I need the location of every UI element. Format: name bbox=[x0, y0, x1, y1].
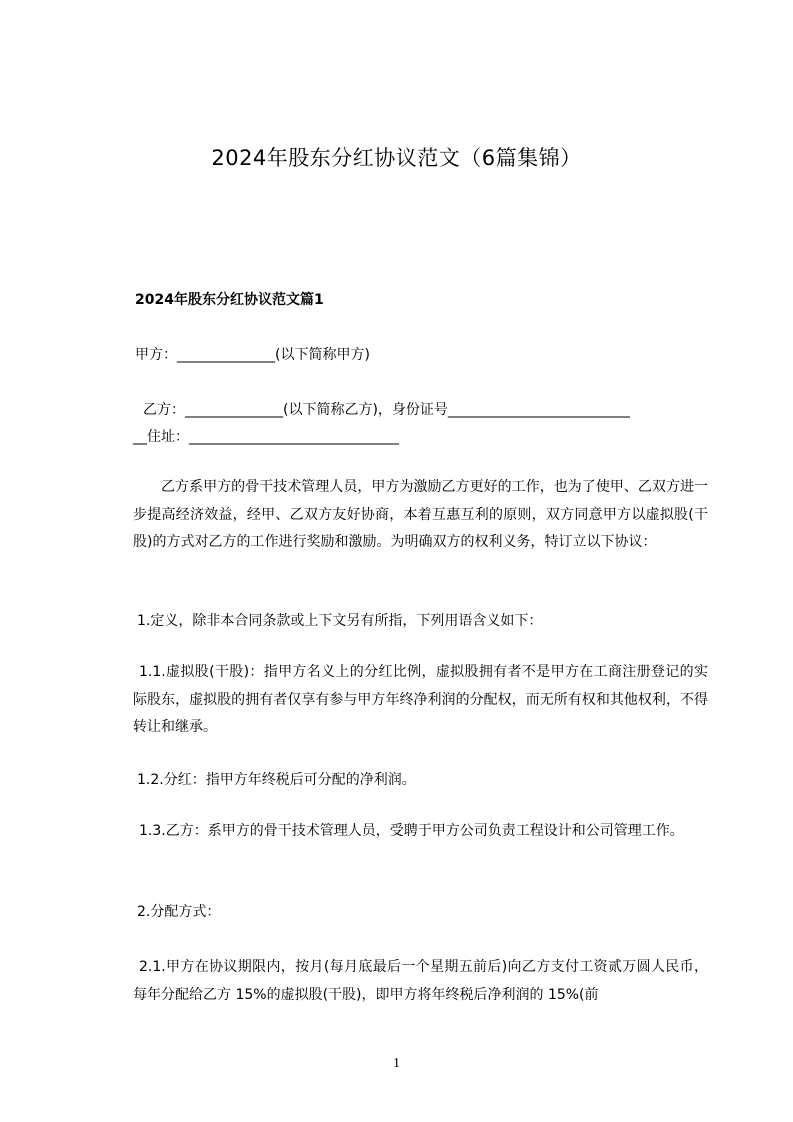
section-heading: 2024年股东分红协议范文篇1 bbox=[135, 292, 324, 308]
document-title: 2024年股东分红协议范文（6篇集锦） bbox=[211, 146, 582, 170]
party-b-line: 乙方：______________(以下简称乙方)，身份证号__________________________ bbox=[143, 402, 630, 418]
clause-1-3: 1.3.乙方：系甲方的骨干技术管理人员，受聘于甲方公司负责工程设计和公司管理工作。 bbox=[139, 823, 684, 839]
clause-1-2: 1.2.分红：指甲方年终税后可分配的净利润。 bbox=[137, 772, 416, 788]
page-number: 1 bbox=[393, 1056, 400, 1071]
party-a-line: 甲方：______________(以下简称甲方) bbox=[135, 347, 370, 363]
clause-1: 1.定义，除非本合同条款或上下文另有所指，下列用语含义如下： bbox=[137, 613, 543, 629]
clause-2: 2.分配方式： bbox=[137, 904, 221, 920]
clause-1-1: 1.1.虚拟股(干股)：指甲方名义上的分红比例，虚拟股拥有者不是甲方在工商注册登记的实际股东，虚拟股的拥有者仅享有参与甲方年终净利润的分配权，而无所有权和其他权利，不得转让和继承。 bbox=[133, 664, 708, 735]
party-b-address-line: __住址：______________________________ bbox=[133, 429, 399, 445]
intro-paragraph: 乙方系甲方的骨干技术管理人员，甲方为激励乙方更好的工作，也为了使甲、乙双方进一步提高经济效益，经甲、乙双方友好协商，本着互惠互利的原则，双方同意甲方以虚拟股(干股)的方式对乙方的工作进行奖励和激励。为明确双方的权利义务，特订立以下协议： bbox=[133, 479, 708, 550]
clause-2-1: 2.1.甲方在协议期限内，按月(每月底最后一个星期五前后)向乙方支付工资贰万圆人民币，每年分配给乙方 15%的虚拟股(干股)，即甲方将年终税后净利润的 15%(前 bbox=[133, 959, 708, 1003]
